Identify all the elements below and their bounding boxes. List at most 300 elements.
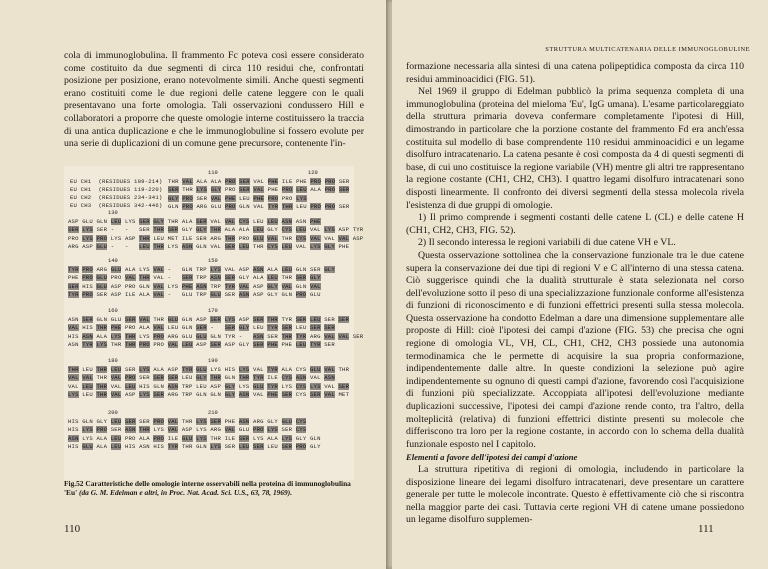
residue: SER [110, 426, 122, 434]
residue: LYS [167, 243, 179, 251]
residue: SER [281, 426, 293, 434]
residue: LYS [210, 443, 222, 451]
residue: SER [210, 316, 222, 323]
residue: PRO [281, 194, 293, 202]
residue: SER [96, 226, 108, 234]
residue: VAL [82, 374, 93, 382]
residue: CYS [238, 218, 250, 225]
residue: ASP [352, 234, 364, 242]
residue: VAL [324, 382, 335, 390]
residue: PRO [82, 266, 93, 273]
residue: LYS [296, 194, 307, 202]
residue: SER [338, 203, 350, 211]
right-body [406, 61, 744, 527]
residue: GLU [253, 234, 264, 242]
residue: THR [139, 234, 150, 242]
residue: ASP [238, 316, 250, 323]
residue: PHE [181, 282, 193, 290]
figure-sequence-row [68, 218, 321, 225]
residue: LEU [181, 341, 193, 349]
residue: SER [139, 418, 150, 425]
residue: PHE [309, 218, 321, 225]
residue: LEU [167, 324, 179, 332]
residue: GLN [196, 391, 207, 399]
residue: LEU [295, 226, 307, 234]
residue: THR [281, 234, 293, 242]
residue: LEU [267, 274, 278, 282]
residue: LEU [110, 418, 122, 425]
residue: TYR [82, 341, 93, 349]
residue: LEU [281, 266, 293, 273]
residue: GLN [295, 266, 307, 273]
residue: GLU [96, 282, 108, 290]
residue: SER [281, 324, 293, 332]
residue: VAL [309, 234, 321, 242]
residue: LYS [153, 426, 165, 434]
residue: GLU [167, 316, 179, 323]
residue: SER [124, 418, 136, 425]
figure-sequence-row [68, 341, 335, 348]
residue: THR [96, 391, 108, 399]
figure-tick-label: 130 [108, 210, 118, 216]
residue: GLU [196, 332, 207, 340]
residue: SER [338, 316, 350, 323]
residue: VAL [167, 341, 179, 349]
residue: SER [238, 434, 250, 442]
residue: VAL [153, 266, 165, 273]
residue: THR [124, 332, 136, 340]
residue: VAL [139, 316, 150, 323]
figure-sequence-row [68, 291, 321, 298]
residue: - [124, 226, 129, 234]
residue: PRO [110, 274, 122, 282]
residue: GLU [238, 426, 250, 434]
residue: SER [167, 374, 179, 382]
residue: SER [210, 418, 222, 425]
residue: ALA [310, 186, 322, 194]
residue: THR [167, 218, 179, 225]
residue: PRO [68, 234, 79, 242]
residue: GLY [324, 266, 335, 273]
residue: VAL [153, 291, 165, 299]
residue: TYR [267, 366, 278, 373]
residue: THR [210, 434, 222, 442]
figure-legend-line: EU CH2 (RESIDUES 234-341) [70, 194, 163, 201]
residue: GLY [210, 186, 222, 194]
residue: GLN [181, 324, 193, 332]
residue: PHE [110, 324, 122, 332]
residue: SER [309, 324, 321, 332]
residue: GLU [253, 382, 264, 390]
residue: LYS [82, 434, 93, 442]
residue: THR [281, 274, 293, 282]
residue: THR [181, 418, 193, 425]
residue: TYR [68, 266, 79, 273]
residue: ARG [68, 243, 79, 251]
residue: VAL [224, 266, 236, 273]
residue: LEU [253, 226, 264, 234]
residue: LYS [139, 332, 150, 340]
residue: ASN [82, 332, 93, 340]
residue: THR [253, 243, 264, 251]
residue: LYS [82, 234, 93, 242]
residue: ILE [181, 234, 193, 242]
residue: PRO [267, 194, 279, 202]
residue: VAL [253, 186, 265, 194]
residue: SER [281, 391, 293, 399]
residue: TYR [224, 332, 236, 340]
residue: ILE [224, 434, 236, 442]
residue: ALA [210, 178, 222, 185]
residue: PRO [295, 443, 307, 451]
residue: SER [338, 382, 350, 390]
residue: PHE [224, 194, 236, 202]
section-title: Elementi a favore dell'ipotesi dei campi d'azione [406, 452, 578, 463]
residue: SER [253, 443, 264, 451]
residue: LYS [124, 218, 136, 225]
residue: SER [267, 332, 278, 340]
residue: LEU [267, 218, 278, 225]
residue: ASP [196, 341, 207, 349]
residue: VAL [338, 332, 350, 340]
residue: PRO [224, 178, 236, 185]
residue: LYS [139, 266, 150, 273]
residue: LEU [82, 382, 93, 390]
residue: LYS [196, 434, 207, 442]
right-page-number: 111 [698, 523, 714, 535]
residue: LYS [110, 234, 122, 242]
residue: THR [153, 316, 165, 323]
residue: CYS [295, 426, 307, 434]
residue: ASN [68, 434, 79, 442]
residue: ASP [167, 366, 179, 373]
residue: VAL [110, 382, 122, 390]
residue: ILE [124, 291, 136, 299]
residue: ARG [96, 266, 108, 273]
residue: SER [338, 178, 350, 185]
residue: ALA [139, 434, 150, 442]
residue: LEU [239, 194, 250, 202]
residue: ALA [96, 434, 108, 442]
residue: TYR [281, 316, 293, 323]
residue: SER [352, 332, 364, 340]
residue: PRO [310, 203, 322, 211]
residue: - [110, 243, 115, 251]
residue: - [110, 226, 115, 234]
residue: CYS [267, 243, 278, 251]
figure-legend-line: EU CH1 (RESIDUES 119-220) [70, 186, 163, 193]
residue: CYS [295, 234, 307, 242]
residue: SER [281, 443, 293, 451]
residue: TRP [210, 282, 222, 290]
residue: LYS [224, 316, 236, 323]
residue: SER [253, 341, 264, 349]
residue: ASN [253, 332, 264, 340]
residue: THR [96, 324, 108, 332]
residue: TRP [196, 266, 207, 273]
residue: GLY [224, 382, 236, 390]
figure-sequence-row [68, 443, 321, 450]
figure-tick-label: 200 [108, 410, 118, 416]
figure-sequence-row [68, 316, 349, 323]
residue: SER [224, 274, 236, 282]
residue: CYS [295, 366, 307, 373]
residue: PHE [296, 178, 307, 185]
residue: VAL [309, 226, 321, 234]
residue: GLY [196, 374, 207, 382]
residue: PRO [82, 291, 93, 299]
residue: ASN [124, 426, 136, 434]
residue: PHE [267, 391, 278, 399]
residue: ALA [224, 226, 236, 234]
residue: VAL [309, 374, 321, 382]
residue: GLY [267, 226, 278, 234]
residue: VAL [309, 282, 321, 290]
residue: GLY [309, 443, 321, 451]
residue: THR [68, 366, 79, 373]
figure-sequence-row [68, 333, 363, 340]
residue: PRO [124, 324, 136, 332]
residue: TYR [167, 443, 179, 451]
residue: MET [338, 391, 350, 399]
residue: - [167, 291, 172, 299]
residue: GLU [210, 291, 222, 299]
residue: LYS [139, 391, 150, 399]
residue: VAL [210, 243, 222, 251]
residue: GLN [210, 391, 222, 399]
residue: THR [139, 426, 150, 434]
residue: LYS [110, 332, 122, 340]
running-head: STRUTTURA MULTICATENARIA DELLE IMMUNOGLOBULINE [545, 46, 750, 53]
residue: GLY [196, 226, 207, 234]
residue: LEU [139, 243, 150, 251]
residue: TYR [181, 366, 193, 373]
residue: VAL [324, 234, 335, 242]
residue: ASP [181, 426, 193, 434]
residue: ARG [167, 391, 179, 399]
residue: SER [124, 366, 136, 373]
residue: CYS [281, 374, 293, 382]
figure-tick-label: 180 [108, 358, 118, 364]
residue: ALA [281, 366, 293, 373]
residue: ASP [196, 316, 207, 323]
residue: - [124, 243, 129, 251]
residue: LEU [253, 324, 264, 332]
residue: ASN [295, 218, 307, 225]
residue: THR [210, 226, 222, 234]
figure-sequence-row [68, 274, 321, 281]
figure-sequence-row [168, 186, 349, 193]
residue: TYR [267, 382, 278, 390]
residue: ASN [167, 382, 179, 390]
residue: PRO [253, 426, 264, 434]
residue: VAL [167, 418, 179, 425]
residue: GLN [96, 316, 108, 323]
residue: THR [281, 203, 293, 211]
residue: SER [68, 282, 79, 290]
residue: SER [210, 341, 222, 349]
residue: SER [181, 274, 193, 282]
residue: GLU [309, 366, 321, 373]
residue: PRO [82, 274, 93, 282]
residue: GLU [96, 274, 108, 282]
residue: ALA [124, 266, 136, 273]
residue: GLN [196, 443, 207, 451]
residue: THR [139, 274, 150, 282]
residue: THR [96, 366, 108, 373]
residue: ASN [210, 274, 222, 282]
figure-sequence-row [168, 195, 307, 202]
residue: LYS [196, 426, 207, 434]
residue: SER [224, 243, 236, 251]
residue: ALA [181, 218, 193, 225]
residue: ASP [68, 218, 79, 225]
figure-tick-label: 170 [208, 308, 218, 314]
residue: ASN [238, 391, 250, 399]
residue: VAL [324, 391, 335, 399]
residue: GLY [181, 226, 193, 234]
residue: THR [96, 374, 108, 382]
residue: ALA [96, 443, 108, 451]
residue: HIS [68, 418, 79, 425]
caption-reference: (da G. M. Edelman e altri, in Proc. Nat. Acad. Sci. U.S., 63, 78, 1969). [79, 487, 293, 497]
residue: PHE [267, 341, 278, 349]
residue: VAL [153, 274, 165, 282]
residue: ARG [210, 426, 222, 434]
residue: PRO [124, 434, 136, 442]
figure-sequence-row [168, 203, 349, 210]
residue: ARG [210, 234, 222, 242]
residue: PRO [153, 418, 165, 425]
figure-tick-label: 210 [208, 410, 218, 416]
residue: PRO [224, 203, 236, 211]
residue: ARG [167, 332, 179, 340]
residue: GLY [267, 282, 278, 290]
residue: LEU [253, 218, 264, 225]
residue: ASN [181, 243, 193, 251]
residue: LEU [110, 366, 122, 373]
residue: SER [196, 324, 207, 332]
residue: ASN [196, 282, 207, 290]
figure-sequence-row [68, 283, 321, 290]
residue: SER [239, 178, 250, 185]
residue: CYS [281, 226, 293, 234]
residue: PRO [153, 434, 165, 442]
residue: ALA [267, 434, 278, 442]
residue: VAL [124, 274, 136, 282]
residue: SER [338, 186, 350, 194]
residue: LYS [267, 426, 278, 434]
residue: TRP [196, 274, 207, 282]
residue: ASP [210, 382, 222, 390]
figure-legend-line: EU CH3 (RESIDUES 342-446) [70, 202, 163, 209]
left-page-number: 110 [64, 523, 81, 535]
residue: TYR [68, 291, 79, 299]
residue: HIS [153, 443, 165, 451]
figure-sequence-row [68, 243, 349, 250]
residue: ASP [238, 266, 250, 273]
residue: VAL [182, 178, 193, 185]
residue: VAL [68, 374, 79, 382]
residue: VAL [253, 203, 265, 211]
residue: TRP [181, 382, 193, 390]
residue: TYR [267, 203, 279, 211]
residue: PRO [139, 341, 150, 349]
residue: CYS [295, 391, 307, 399]
residue: GLN [181, 266, 193, 273]
residue: ASP [124, 234, 136, 242]
sequence-figure [64, 166, 364, 480]
residue: LEU [238, 243, 250, 251]
residue: THR [153, 226, 165, 234]
residue: - [210, 324, 214, 332]
paragraph-2: Nel 1969 il gruppo di Edelman pubblicò la prima sequenza completa di una immunoglobulina (proteina del mieloma 'Eu', IgG umana). L'esame particolareggiato della struttura primaria doveva confermare completamente l'ipotesi di Hill, dimostrando in particolare che la porzione costante del frammento Fd era anch'essa costituita sul modello di base comprendente 110 residui amminoacidici e un legame disolfuro intracatenario. La catena pesante è così composta da 4 di questi segmenti di base, di cui uno costituisce la regione variabile (VH) mentre gli altri tre rappresentano la regione costante (CH1, CH2, CH3). I quattro legami disolfuro intracatenari sono disposti linearmente. Il confronto dei diversi segmenti della stessa molecola rivela l'esistenza di due gruppi di omologie. [406, 86, 744, 211]
residue: GLN [139, 282, 150, 290]
residue: PRO [153, 332, 165, 340]
residue: LEU [296, 203, 307, 211]
residue: SER [224, 291, 236, 299]
residue: GLN [82, 418, 93, 425]
residue: GLN [153, 382, 165, 390]
residue: VAL [324, 332, 335, 340]
figure-sequence-row [68, 366, 349, 373]
residue: GLY [295, 434, 307, 442]
residue: ASN [238, 418, 250, 425]
residue: LEU [153, 234, 165, 242]
residue: GLY [324, 243, 335, 251]
residue: PRO [182, 194, 193, 202]
residue: TYR [224, 282, 236, 290]
residue: PHE [338, 243, 350, 251]
residue: SER [196, 218, 207, 225]
residue: SER [196, 194, 208, 202]
residue: PHE [224, 418, 236, 425]
residue: SER [324, 341, 335, 349]
residue: MET [167, 234, 179, 242]
residue: SER [139, 226, 150, 234]
residue: GLN [210, 332, 222, 340]
residue: ARG [309, 332, 321, 340]
residue: - [167, 274, 172, 282]
residue: ASN [253, 266, 264, 273]
residue: LYS [196, 418, 207, 425]
residue: THR [110, 341, 122, 349]
residue: VAL [224, 426, 236, 434]
residue: SER [239, 186, 250, 194]
residue: VAL [110, 391, 122, 399]
residue: LEU [295, 324, 307, 332]
residue: PHE [281, 341, 293, 349]
residue: ASN [324, 374, 335, 382]
paragraph-4: 2) Il secondo interessa le regioni variabili di due catene VH e VL. [418, 237, 676, 249]
residue: TYR [267, 324, 278, 332]
residue: GLU [196, 366, 207, 373]
residue: LYS [210, 366, 222, 373]
residue: ILE [267, 374, 278, 382]
residue: GLU [181, 291, 193, 299]
residue: ILE [281, 178, 293, 185]
figure-tick-label: 190 [208, 358, 218, 364]
figure-sequence-row [168, 178, 349, 185]
residue: PRO [124, 374, 136, 382]
residue: THR [153, 243, 165, 251]
residue: GLN [295, 282, 307, 290]
residue: VAL [253, 391, 264, 399]
residue: GLU [181, 434, 193, 442]
residue: LEU [196, 382, 207, 390]
residue: VAL [68, 382, 79, 390]
residue: GLY [96, 418, 108, 425]
